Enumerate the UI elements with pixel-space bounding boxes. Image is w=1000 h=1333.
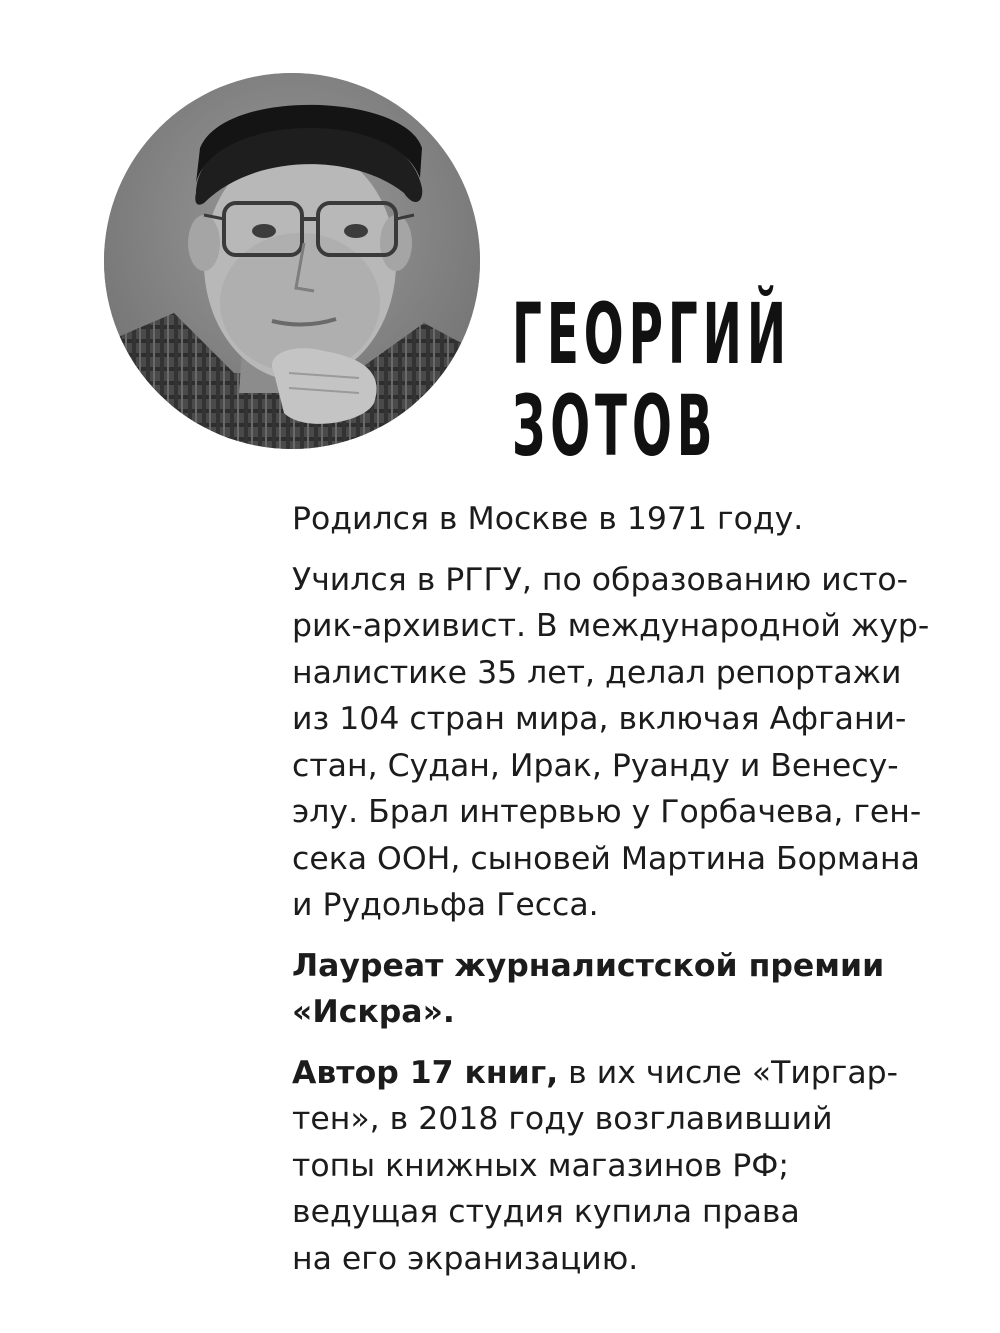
bio-career-paragraph	[292, 557, 942, 929]
bio-books-line: топы книжных магазинов РФ;	[292, 1147, 790, 1184]
bio-books-line: на его экранизацию.	[292, 1240, 639, 1277]
bio-career-line: из 104 стран мира, включая Афгани-	[292, 701, 907, 737]
bio-career-line: налистике 35 лет, делал репортажи	[292, 654, 902, 691]
bio-books-line: тен», в 2018 году возглавивший	[292, 1101, 833, 1137]
bio-books-first-line	[292, 1050, 942, 1097]
bio-books-count: Автор 17 книг,	[292, 1054, 559, 1091]
bio-award-line: «Искра».	[292, 994, 455, 1030]
bio-books-line: ведущая студия купила права	[292, 1194, 800, 1230]
bio-award-line: Лауреат журналистской премии	[292, 947, 885, 984]
author-portrait-photo	[104, 73, 480, 449]
bio-award-paragraph	[292, 943, 942, 1036]
author-last-name: ЗОТОВ	[512, 377, 718, 475]
bio-born-line: Родился в Москве в 1971 году.	[292, 501, 804, 537]
author-portrait-icon	[104, 73, 480, 449]
bio-books-first-line-rest: в их числе «Тиргар-	[558, 1054, 899, 1091]
bio-born-paragraph	[292, 496, 942, 543]
author-first-name: ГЕОРГИЙ	[512, 285, 792, 383]
bio-career-line: рик-архивист. В международной жур-	[292, 608, 930, 644]
author-biography	[292, 496, 942, 1296]
bio-career-line: и Рудольфа Гесса.	[292, 887, 599, 923]
bio-career-line: стан, Судан, Ирак, Руанду и Венесу-	[292, 747, 899, 784]
author-name	[512, 285, 872, 475]
bio-career-line: сека ООН, сыновей Мартина Бормана	[292, 840, 920, 877]
bio-books-paragraph	[292, 1050, 942, 1283]
bio-career-line: Учился в РГГУ, по образованию исто-	[292, 561, 909, 598]
bio-career-line: элу. Брал интервью у Горбачева, ген-	[292, 794, 922, 830]
